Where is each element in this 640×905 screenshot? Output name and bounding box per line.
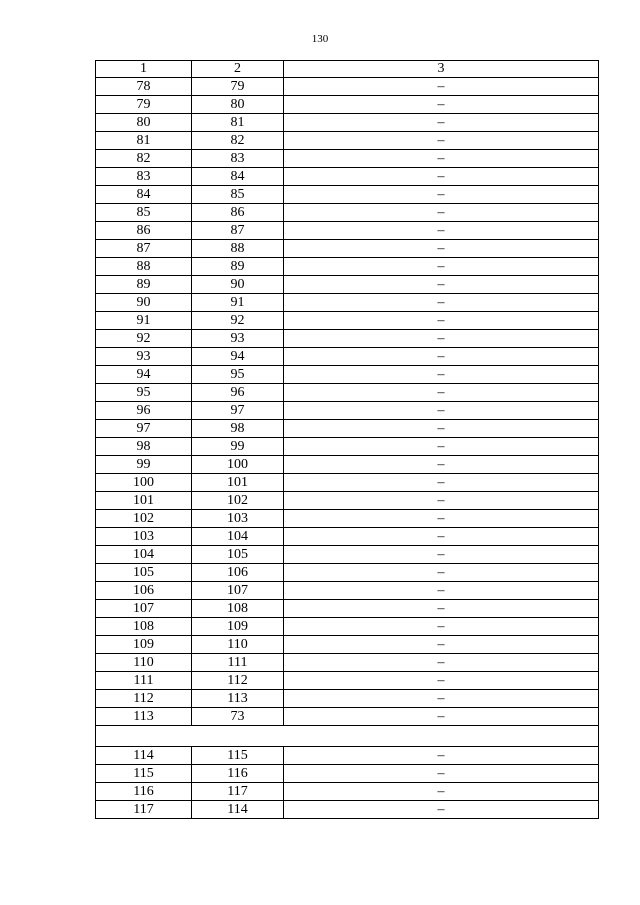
table-cell: – — [284, 348, 599, 366]
table-cell: – — [284, 402, 599, 420]
table-cell: 98 — [192, 420, 284, 438]
table-cell: 106 — [96, 582, 192, 600]
separator-cell — [96, 726, 599, 747]
table-row — [96, 294, 599, 312]
table-cell: 111 — [192, 654, 284, 672]
table-row — [96, 636, 599, 654]
table-cell: – — [284, 654, 599, 672]
table-cell: 87 — [96, 240, 192, 258]
separator-row — [96, 726, 599, 747]
table-row — [96, 783, 599, 801]
table-cell: – — [284, 258, 599, 276]
table-row — [96, 456, 599, 474]
table-cell: 89 — [96, 276, 192, 294]
column-header: 3 — [284, 61, 599, 78]
table-cell: – — [284, 600, 599, 618]
table-row — [96, 366, 599, 384]
table-cell: 92 — [96, 330, 192, 348]
table-cell: – — [284, 528, 599, 546]
table-row — [96, 564, 599, 582]
table-cell: 96 — [96, 402, 192, 420]
table-row — [96, 96, 599, 114]
table-row — [96, 186, 599, 204]
table-cell: 109 — [96, 636, 192, 654]
table-cell: 117 — [96, 801, 192, 819]
table-cell: 105 — [192, 546, 284, 564]
table-row — [96, 276, 599, 294]
table-cell: 79 — [192, 78, 284, 96]
table-row — [96, 492, 599, 510]
table-cell: 97 — [192, 402, 284, 420]
table-row — [96, 330, 599, 348]
table-cell: – — [284, 114, 599, 132]
table-cell: 113 — [192, 690, 284, 708]
table-cell: 87 — [192, 222, 284, 240]
table-cell: 91 — [192, 294, 284, 312]
table-cell: 73 — [192, 708, 284, 726]
table-cell: 110 — [192, 636, 284, 654]
table-cell: – — [284, 546, 599, 564]
table-cell: 95 — [96, 384, 192, 402]
table-cell: 115 — [96, 765, 192, 783]
table-row — [96, 510, 599, 528]
table-cell: 113 — [96, 708, 192, 726]
table-cell: – — [284, 294, 599, 312]
table-cell: – — [284, 636, 599, 654]
table-cell: 84 — [192, 168, 284, 186]
table-cell: – — [284, 690, 599, 708]
table-cell: – — [284, 618, 599, 636]
table-cell: 94 — [192, 348, 284, 366]
table-cell: – — [284, 366, 599, 384]
table-cell: – — [284, 672, 599, 690]
table-cell: – — [284, 564, 599, 582]
table-cell: – — [284, 168, 599, 186]
column-header: 2 — [192, 61, 284, 78]
table-cell: 80 — [192, 96, 284, 114]
table-row — [96, 258, 599, 276]
table-cell: – — [284, 204, 599, 222]
table-row — [96, 618, 599, 636]
table-row — [96, 384, 599, 402]
table-row — [96, 150, 599, 168]
table-row — [96, 765, 599, 783]
table-cell: – — [284, 222, 599, 240]
table-cell: – — [284, 150, 599, 168]
table-cell: – — [284, 312, 599, 330]
table-row — [96, 222, 599, 240]
table-row — [96, 312, 599, 330]
table-cell: 117 — [192, 783, 284, 801]
table-cell: 85 — [96, 204, 192, 222]
table-cell: – — [284, 384, 599, 402]
table-row — [96, 132, 599, 150]
table-row — [96, 168, 599, 186]
table-cell: 107 — [192, 582, 284, 600]
page-number: 130 — [311, 33, 329, 45]
table-row — [96, 78, 599, 96]
table-row — [96, 654, 599, 672]
table-cell: 86 — [96, 222, 192, 240]
table-cell: – — [284, 474, 599, 492]
table-cell: – — [284, 783, 599, 801]
table-cell: 105 — [96, 564, 192, 582]
table-row — [96, 801, 599, 819]
table-cell: – — [284, 240, 599, 258]
table-cell: 96 — [192, 384, 284, 402]
table-body — [96, 61, 599, 819]
table-row — [96, 402, 599, 420]
table-cell: 103 — [96, 528, 192, 546]
table-cell: 114 — [96, 747, 192, 765]
table-row — [96, 690, 599, 708]
table-cell: 88 — [96, 258, 192, 276]
table-row — [96, 474, 599, 492]
table-cell: – — [284, 186, 599, 204]
column-header: 1 — [96, 61, 192, 78]
table-cell: 81 — [192, 114, 284, 132]
table-row — [96, 582, 599, 600]
table-cell: 103 — [192, 510, 284, 528]
table-cell: 84 — [96, 186, 192, 204]
table-cell: – — [284, 330, 599, 348]
table-cell: 82 — [192, 132, 284, 150]
table-row — [96, 240, 599, 258]
table-cell: – — [284, 438, 599, 456]
table-cell: – — [284, 747, 599, 765]
table-cell: 100 — [96, 474, 192, 492]
table-cell: 86 — [192, 204, 284, 222]
table-cell: 78 — [96, 78, 192, 96]
table-cell: 97 — [96, 420, 192, 438]
table-cell: 112 — [192, 672, 284, 690]
table-cell: 101 — [192, 474, 284, 492]
table-cell: 104 — [96, 546, 192, 564]
table-cell: 101 — [96, 492, 192, 510]
table-cell: – — [284, 78, 599, 96]
table-cell: 107 — [96, 600, 192, 618]
table-cell: 93 — [96, 348, 192, 366]
table-cell: 114 — [192, 801, 284, 819]
table-row — [96, 672, 599, 690]
table-cell: – — [284, 765, 599, 783]
header-row — [96, 61, 599, 78]
table-cell: 88 — [192, 240, 284, 258]
table-cell: 99 — [96, 456, 192, 474]
table-cell: 89 — [192, 258, 284, 276]
table-cell: 115 — [192, 747, 284, 765]
table-cell: 108 — [192, 600, 284, 618]
table-row — [96, 747, 599, 765]
table-row — [96, 708, 599, 726]
table-cell: – — [284, 510, 599, 528]
table-cell: 80 — [96, 114, 192, 132]
table-cell: 90 — [192, 276, 284, 294]
table-cell: 100 — [192, 456, 284, 474]
table-cell: – — [284, 96, 599, 114]
table-cell: – — [284, 708, 599, 726]
table-cell: 92 — [192, 312, 284, 330]
table-row — [96, 204, 599, 222]
table-cell: 79 — [96, 96, 192, 114]
table-cell: – — [284, 582, 599, 600]
table-cell: 85 — [192, 186, 284, 204]
table-cell: 91 — [96, 312, 192, 330]
table-cell: 112 — [96, 690, 192, 708]
table-cell: 83 — [192, 150, 284, 168]
table-cell: 99 — [192, 438, 284, 456]
table-cell: 116 — [96, 783, 192, 801]
table-row — [96, 600, 599, 618]
table-cell: 110 — [96, 654, 192, 672]
table-cell: 108 — [96, 618, 192, 636]
table-cell: 90 — [96, 294, 192, 312]
table-cell: 104 — [192, 528, 284, 546]
table-row — [96, 546, 599, 564]
table-cell: 93 — [192, 330, 284, 348]
table-cell: 94 — [96, 366, 192, 384]
table-cell: 106 — [192, 564, 284, 582]
table-row — [96, 114, 599, 132]
table-cell: 98 — [96, 438, 192, 456]
table-cell: – — [284, 456, 599, 474]
table-cell: 83 — [96, 168, 192, 186]
data-table — [95, 60, 599, 819]
table-row — [96, 420, 599, 438]
table-cell: – — [284, 420, 599, 438]
table-row — [96, 438, 599, 456]
table-cell: – — [284, 801, 599, 819]
table-cell: 102 — [96, 510, 192, 528]
table-row — [96, 348, 599, 366]
table-cell: 116 — [192, 765, 284, 783]
table-cell: – — [284, 492, 599, 510]
table-row — [96, 528, 599, 546]
table-cell: 81 — [96, 132, 192, 150]
table-cell: – — [284, 132, 599, 150]
table-cell: 102 — [192, 492, 284, 510]
table-cell: 95 — [192, 366, 284, 384]
table-cell: 82 — [96, 150, 192, 168]
table-cell: – — [284, 276, 599, 294]
table-cell: 111 — [96, 672, 192, 690]
table-cell: 109 — [192, 618, 284, 636]
